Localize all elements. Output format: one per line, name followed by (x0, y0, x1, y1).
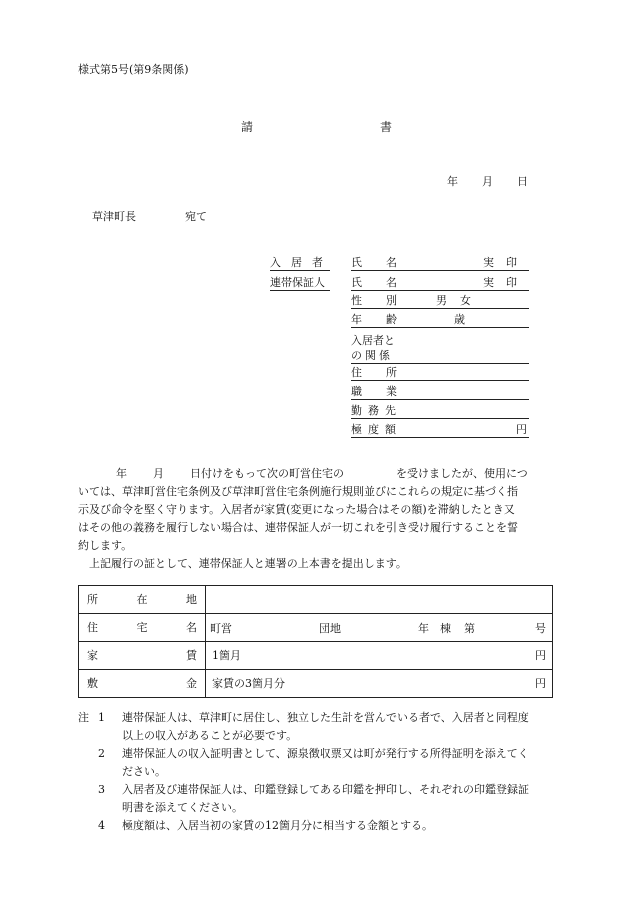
house-value-cell (206, 614, 553, 642)
tenant-label-text: 入居者 (270, 256, 333, 269)
location-value-cell (206, 586, 553, 614)
occupation-label: 職業 (351, 385, 421, 398)
house-prefix: 町営 (210, 622, 232, 635)
note-number: 2 (98, 747, 105, 760)
note-number: 3 (98, 783, 105, 796)
label-char: 賃 (186, 649, 197, 662)
limit-unit: 円 (516, 423, 527, 436)
occupation-line (351, 386, 529, 400)
body-text-7: 上記履行の証として、連帯保証人と連署の上本書を提出します。 (89, 557, 407, 570)
note-indent (78, 763, 122, 781)
house-building: 棟 (440, 622, 451, 635)
tenant-name-label: 氏名 (351, 256, 421, 269)
body-year: 年 (116, 467, 127, 480)
note-text: 連帯保証人は、草津町に居住し、独立した生計を営んでいる者で、入居者と同程度 (122, 711, 529, 724)
body-line-2 (78, 483, 552, 501)
house-year: 年 (418, 622, 429, 635)
note-continuation (78, 799, 558, 817)
table-row (79, 670, 553, 698)
title-char-1: 請 (241, 120, 254, 134)
addressee-suffix: 宛て (185, 210, 207, 223)
deposit-value-cell (206, 670, 553, 698)
age-unit: 歳 (454, 313, 465, 326)
house-label-cell (79, 614, 206, 642)
guarantor-name-label: 氏名 (351, 276, 421, 289)
rent-yen: 円 (535, 649, 546, 662)
relation-label-1: 入居者と (351, 334, 395, 347)
tenant-name-line (351, 257, 529, 271)
gender-line (351, 295, 529, 309)
note-prefix: 注 (78, 711, 89, 724)
date-month: 月 (482, 175, 493, 188)
body-text-4: 示及び命令を堅く守ります。入居者が家賃(変更になった場合はその額)を滞納したとき又 (78, 503, 515, 516)
house-complex: 団地 (319, 622, 341, 635)
deposit-value (212, 678, 546, 689)
deposit-label-cell (79, 670, 206, 698)
guarantor-seal: 実印 (483, 276, 529, 289)
rent-label-cell (79, 642, 206, 670)
label-char: 家 (87, 649, 98, 662)
note-item (78, 781, 558, 799)
age-label: 年齢 (351, 313, 421, 326)
note-text: 入居者及び連帯保証人は、印鑑登録してある印鑑を押印し、それぞれの印鑑登録証 (122, 783, 529, 796)
body-text-6: 約します。 (78, 539, 133, 552)
house-number-pre: 第 (464, 622, 475, 635)
body-text-3: いては、草津町営住宅条例及び草津町営住宅条例施行規則並びにこれらの規定に基づく指 (78, 485, 518, 498)
body-line-5 (78, 537, 552, 555)
guarantor-label-text: 連帯保証人 (270, 276, 325, 289)
title-char-2: 書 (380, 120, 393, 134)
location-label (87, 594, 197, 605)
label-char: 住 (87, 621, 98, 634)
note-item (78, 745, 558, 763)
label-char: 所 (87, 593, 98, 606)
note-prefix (78, 817, 98, 835)
guarantor-label (270, 277, 330, 291)
age-line (351, 314, 529, 328)
note-prefix (78, 745, 98, 763)
note-text: 連帯保証人の収入証明書として、源泉徴収票又は町が発行する所得証明を添えてく (122, 747, 529, 760)
rent-label (87, 650, 197, 661)
note-text: 以上の収入があることが必要です。 (122, 729, 298, 742)
table-row (79, 642, 553, 670)
note-text: ださい。 (122, 765, 166, 778)
note-continuation (78, 727, 558, 745)
body-line-3 (78, 501, 552, 519)
address-label: 住所 (351, 366, 421, 379)
tenant-label (270, 256, 333, 271)
table-row (79, 586, 553, 614)
label-char: 金 (186, 677, 197, 690)
date-day: 日 (517, 175, 528, 188)
address-line (351, 367, 529, 381)
limit-line (351, 424, 529, 438)
note-number: 4 (98, 819, 105, 832)
gender-label: 性別 (351, 294, 421, 307)
date-year: 年 (447, 175, 458, 188)
label-char: 名 (186, 621, 197, 634)
note-indent (78, 799, 122, 817)
body-text-5: はその他の義務を履行しない場合は、連帯保証人が一切これを引き受け履行することを誓 (78, 521, 518, 534)
table-row (79, 614, 553, 642)
location-label-cell (79, 586, 206, 614)
house-label (87, 622, 197, 633)
body-text-2: を受けましたが、使用につ (396, 467, 528, 480)
limit-label: 極度額 (351, 423, 402, 436)
deposit-label (87, 678, 197, 689)
body-text-1: 日付けをもって次の町営住宅の (190, 467, 344, 480)
relation-label-2: の関係 (351, 349, 393, 362)
label-char: 在 (136, 593, 148, 606)
note-item (78, 709, 558, 727)
relation-line (351, 332, 529, 364)
rent-value-cell (206, 642, 553, 670)
gender-options: 男女 (436, 294, 484, 307)
workplace-line (351, 405, 529, 419)
note-number: 1 (98, 711, 105, 724)
body-line-1 (78, 465, 552, 483)
note-item (78, 817, 558, 835)
tenant-seal: 実印 (483, 256, 529, 269)
form-number: 様式第5号(第9条関係) (78, 63, 189, 76)
label-char: 宅 (136, 621, 148, 634)
rent-value-text: 1箇月 (212, 649, 241, 662)
body-paragraph (78, 465, 552, 573)
note-continuation (78, 763, 558, 781)
label-char: 敷 (87, 677, 98, 690)
note-text: 明書を添えてください。 (122, 801, 243, 814)
addressee-name: 草津町長 (92, 210, 136, 223)
deposit-yen: 円 (535, 677, 546, 690)
rent-value (212, 650, 546, 661)
note-prefix (78, 781, 98, 799)
note-indent (78, 727, 122, 745)
deposit-value-text: 家賃の3箇月分 (212, 677, 285, 690)
house-number-post: 号 (535, 622, 546, 635)
guarantor-name-line (351, 277, 529, 291)
body-month: 月 (153, 467, 164, 480)
note-text: 極度額は、入居当初の家賃の12箇月分に相当する金額とする。 (122, 819, 433, 832)
notes (78, 709, 558, 835)
workplace-label: 勤務先 (351, 404, 402, 417)
body-line-6 (78, 555, 552, 573)
label-char: 地 (186, 593, 197, 606)
housing-info-table (78, 585, 553, 698)
body-line-4 (78, 519, 552, 537)
